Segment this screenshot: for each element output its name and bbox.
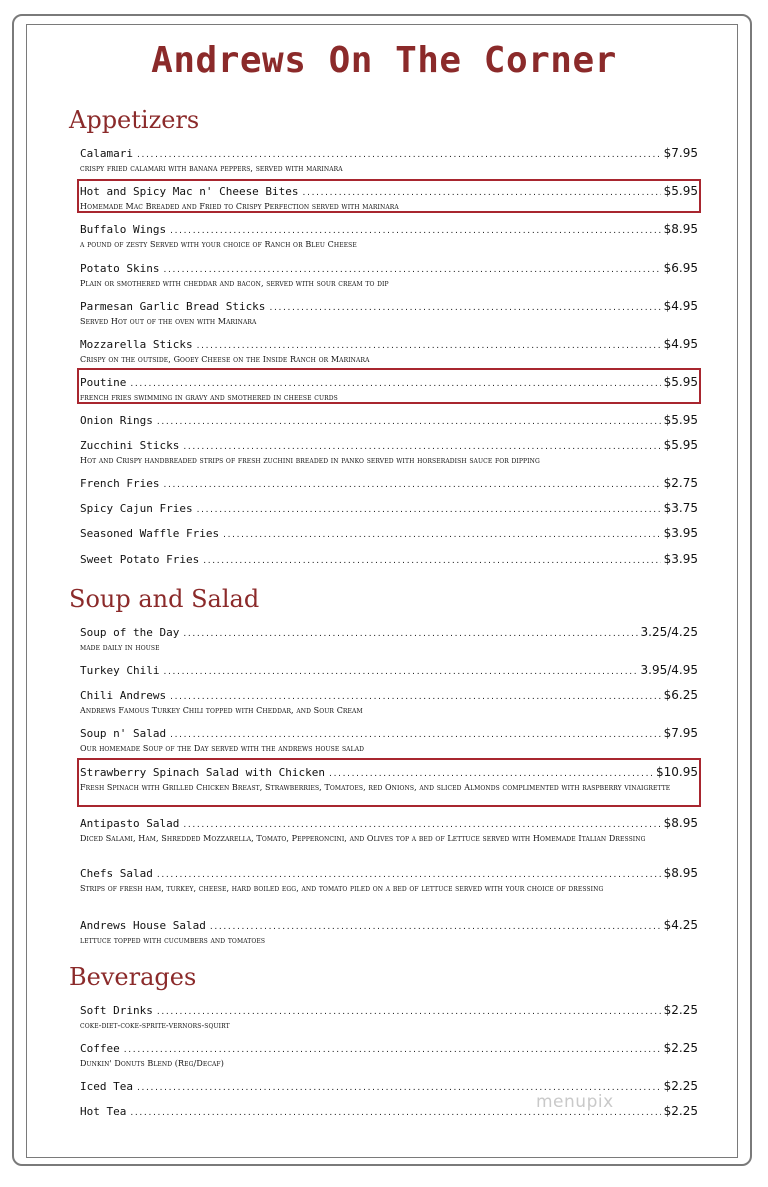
dot-leader: [183, 817, 660, 832]
menu-item: [80, 337, 698, 366]
menu-item-name: Hot and Spicy Mac n' Cheese Bites: [80, 185, 299, 198]
menu-item-price: $2.25: [663, 1079, 698, 1093]
dot-leader: [163, 262, 660, 277]
menu-item: [80, 688, 698, 717]
dot-leader: [183, 439, 660, 454]
menu-item-row: [80, 146, 698, 162]
dot-leader: [183, 626, 637, 641]
highlight-box: [77, 758, 701, 807]
menu-item: [80, 501, 698, 517]
menu-item-row: [80, 261, 698, 277]
menu-item-name: Parmesan Garlic Bread Sticks: [80, 300, 266, 313]
menu-item: [80, 816, 698, 845]
menu-item: [80, 299, 698, 328]
menu-item: [80, 866, 698, 895]
menu-item-description: coke-diet-coke-sprite-vernors-squirt: [80, 1021, 230, 1030]
menu-item: [80, 476, 698, 492]
menu-item-name: Spicy Cajun Fries: [80, 502, 193, 515]
menu-item-price: $3.95: [663, 526, 698, 540]
menu-item-name: Potato Skins: [80, 262, 160, 275]
menu-item-row: [80, 688, 698, 704]
menu-item: [80, 526, 698, 542]
menu-item-price: $4.25: [663, 918, 698, 932]
menu-item-description: Served Hot out of the oven with Marinara: [80, 317, 257, 326]
menu-item-price: $8.95: [663, 816, 698, 830]
menu-item-price: $8.95: [663, 866, 698, 880]
menu-item-price: $3.95: [663, 552, 698, 566]
dot-leader: [124, 1042, 661, 1057]
menu-item-row: [80, 1041, 698, 1057]
menu-item-name: Soup of the Day: [80, 626, 180, 639]
menu-item-price: $4.95: [663, 337, 698, 351]
menu-item-name: Sweet Potato Fries: [80, 553, 200, 566]
menu-item-description: a pound of zesty Served with your choice of Ranch or Bleu Cheese: [80, 240, 357, 249]
menu-item-name: Onion Rings: [80, 414, 153, 427]
menu-item-row: [80, 413, 698, 429]
menu-item-row: [80, 552, 698, 568]
dot-leader: [269, 300, 660, 315]
menu-item-price: $7.95: [663, 726, 698, 740]
menu-item-name: Chili Andrews: [80, 689, 167, 702]
menu-item-row: [80, 625, 698, 641]
menu-item-description: Homemade Mac Breaded and Fried to Crispy Perfection served with marinara: [80, 202, 399, 211]
menu-item-name: Strawberry Spinach Salad with Chicken: [80, 766, 326, 779]
menu-item-description: made daily in house: [80, 643, 160, 652]
menu-item-price: $6.95: [663, 261, 698, 275]
menu-item-name: French Fries: [80, 477, 160, 490]
menu-item: [80, 222, 698, 251]
menu-item-row: [80, 299, 698, 315]
menu-item-row: [80, 1003, 698, 1019]
menu-item-name: Andrews House Salad: [80, 919, 206, 932]
dot-leader: [170, 727, 661, 742]
menu-item-description: Fresh Spinach with Grilled Chicken Breast, Strawberries, Tomatoes, red Onions, and sliced Almonds complimented with raspberry vinaigrette: [80, 783, 671, 792]
menu-item-row: [80, 866, 698, 882]
menu-item-row: [80, 526, 698, 542]
menu-item-price: $2.25: [663, 1104, 698, 1118]
menu-item-name: Hot Tea: [80, 1105, 127, 1118]
menu-item-price: $5.95: [663, 413, 698, 427]
menu-item-price: $4.95: [663, 299, 698, 313]
menu-item-name: Poutine: [80, 376, 127, 389]
menu-item-name: Chefs Salad: [80, 867, 153, 880]
menu-item-price: $10.95: [656, 765, 698, 779]
menu-item-price: $2.25: [663, 1041, 698, 1055]
restaurant-title: Andrews On The Corner: [151, 40, 617, 81]
menu-item-description: Strips of fresh ham, turkey, cheese, hard boiled egg, and tomato piled on a bed of lettuce served with your choice of dressing: [80, 884, 604, 893]
dot-leader: [157, 1004, 661, 1019]
menu-item: [80, 726, 698, 755]
dot-leader: [157, 867, 661, 882]
menu-item: [80, 552, 698, 568]
menu-item-price: $2.25: [663, 1003, 698, 1017]
menu-item: [80, 918, 698, 947]
menu-item-name: Zucchini Sticks: [80, 439, 180, 452]
menu-item-row: [80, 918, 698, 934]
menu-item-price: $5.95: [663, 375, 698, 389]
menu-item: [80, 146, 698, 175]
menu-item-name: Mozzarella Sticks: [80, 338, 193, 351]
menu-item: [80, 261, 698, 290]
menu-item-description: Our homemade Soup of the Day served with the andrews house salad: [80, 744, 365, 753]
menu-item: [80, 413, 698, 429]
menu-item: [80, 1041, 698, 1070]
menu-item-name: Antipasto Salad: [80, 817, 180, 830]
menu-item-price: $6.25: [663, 688, 698, 702]
section-heading-appetizers: Appetizers: [69, 106, 200, 134]
menu-item-name: Soft Drinks: [80, 1004, 153, 1017]
menu-item-price: 3.25/4.25: [640, 625, 698, 639]
section-heading-beverages: Beverages: [69, 963, 197, 991]
menu-item-row: [80, 663, 698, 679]
menu-item-name: Soup n' Salad: [80, 727, 167, 740]
menu-item-description: Diced Salami, Ham, Shredded Mozzarella, Tomato, Pepperoncini, and Olives top a bed of Lettuce served with Homemade Italian Dressing: [80, 834, 646, 843]
dot-leader: [197, 338, 661, 353]
menu-item-name: Seasoned Waffle Fries: [80, 527, 220, 540]
menu-item-name: Buffalo Wings: [80, 223, 167, 236]
menu-item-row: [80, 438, 698, 454]
dot-leader: [203, 553, 660, 568]
dot-leader: [163, 477, 660, 492]
menu-item: [80, 663, 698, 679]
menu-item-price: $3.75: [663, 501, 698, 515]
dot-leader: [210, 919, 661, 934]
dot-leader: [197, 502, 661, 517]
dot-leader: [223, 527, 661, 542]
dot-leader: [170, 223, 661, 238]
menu-item-row: [80, 476, 698, 492]
menu-item-name: Turkey Chili: [80, 664, 160, 677]
menu-item: [80, 1003, 698, 1032]
menu-item-row: [80, 726, 698, 742]
section-heading-soup-and-salad: Soup and Salad: [69, 585, 260, 613]
menu-item: [80, 625, 698, 654]
menu-item-name: Coffee: [80, 1042, 120, 1055]
menu-item-price: 3.95/4.95: [640, 663, 698, 677]
dot-leader: [163, 664, 637, 679]
menu-item-description: Hot and Crispy handbreaded strips of fresh zuchini breaded in panko served with horseradish sauce for dipping: [80, 456, 540, 465]
menu-item-price: $8.95: [663, 222, 698, 236]
menu-item-description: crispy fried calamari with banana peppers, served with marinara: [80, 164, 343, 173]
menu-item-row: [80, 337, 698, 353]
menu-item-price: $2.75: [663, 476, 698, 490]
watermark: menupix: [536, 1092, 614, 1112]
menu-item: [80, 438, 698, 467]
highlight-box: [77, 368, 701, 404]
dot-leader: [157, 414, 661, 429]
menu-item-description: french fries swimming in gravy and smothered in cheese curds: [80, 393, 338, 402]
menu-item-row: [80, 816, 698, 832]
menu-item-description: Andrews Famous Turkey Chili topped with Cheddar, and Sour Cream: [80, 706, 363, 715]
menu-item-price: $7.95: [663, 146, 698, 160]
highlight-box: [77, 179, 701, 213]
dot-leader: [170, 689, 661, 704]
menu-item-description: Plain or smothered with cheddar and bacon, served with sour cream to dip: [80, 279, 389, 288]
menu-item-price: $5.95: [663, 438, 698, 452]
menu-item-row: [80, 222, 698, 238]
dot-leader: [137, 147, 661, 162]
menu-item-row: [80, 501, 698, 517]
menu-item-description: Dunkin' Donuts Blend (Reg/Decaf): [80, 1059, 224, 1068]
menu-item-description: lettuce topped with cucumbers and tomatoes: [80, 936, 266, 945]
menu-item-price: $5.95: [663, 184, 698, 198]
menu-item-description: Crispy on the outside, Gooey Cheese on the Inside Ranch or Marinara: [80, 355, 370, 364]
menu-item-name: Iced Tea: [80, 1080, 133, 1093]
menu-item-name: Calamari: [80, 147, 133, 160]
